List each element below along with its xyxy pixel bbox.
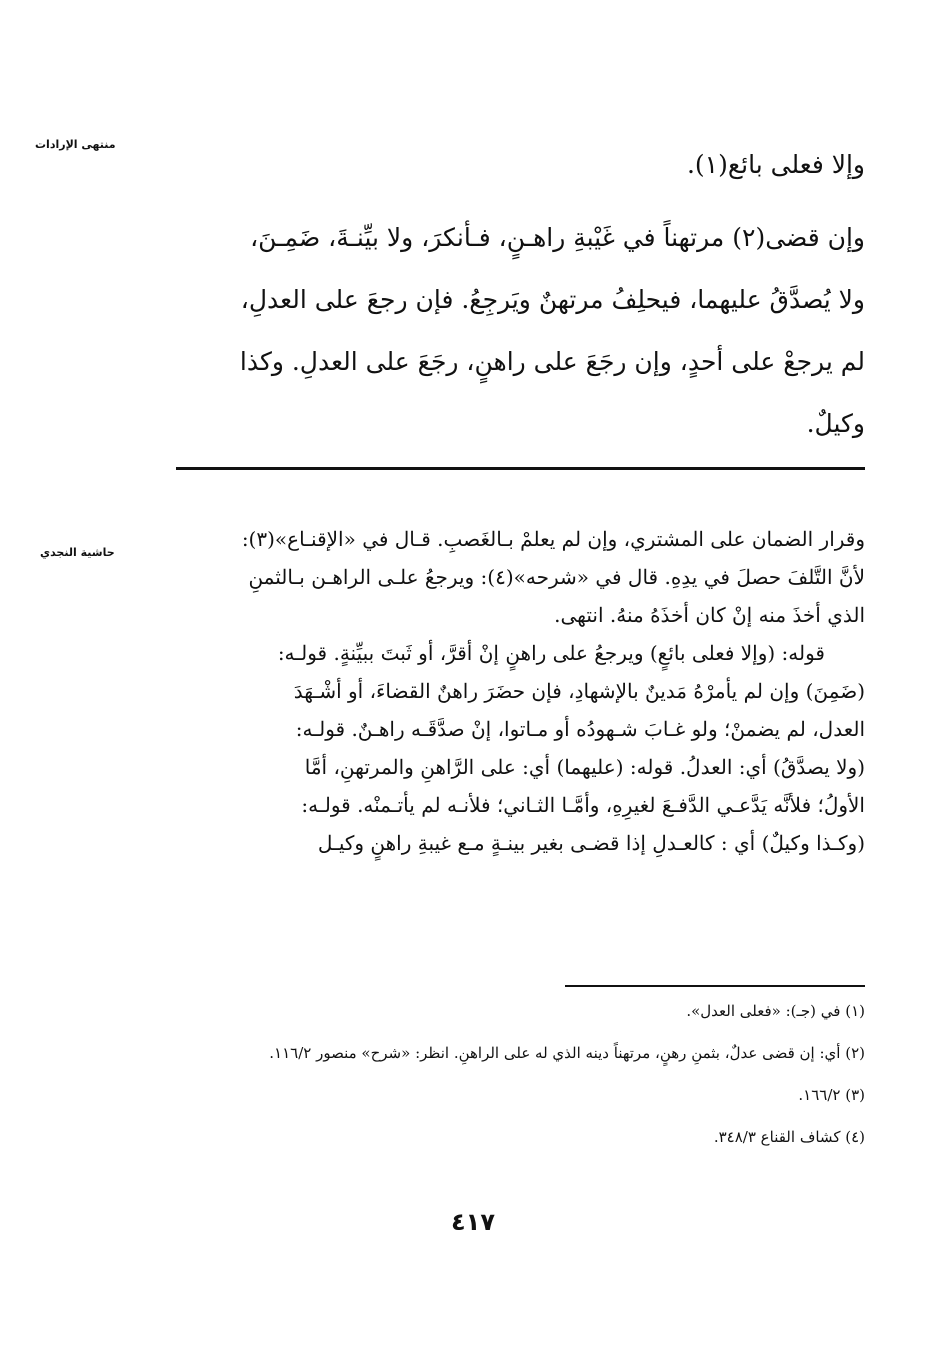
commentary-line: العدل، لم يضمنْ؛ ولو غـابَ شـهودُه أو مـاتوا، إنْ صدَّقَـه راهـنٌ. قولـه:: [295, 717, 865, 741]
footnote: (١) في (جـ): «فعلى العدل».: [686, 1002, 865, 1020]
footnote: (٤) كشاف القناع ٣٤٨/٣.: [713, 1128, 865, 1146]
commentary-line: (وكـذا وكيلٌ) أي : كالعـدلِ إذا قضـى بغير بينـةٍ مـع غيبةِ راهنٍ وكيـل: [317, 831, 865, 855]
side-label-commentary-title: حاشية النجدي: [40, 546, 115, 559]
main-text-line: وكيلٌ.: [806, 409, 865, 438]
commentary-line: الذي أخذَ منه إنْ كان أخذَهُ منهُ. انتهى.: [554, 603, 865, 627]
commentary-block: [165, 520, 865, 862]
commentary-line: (ولا يصدَّقُ) أي: العدلُ. قوله: (عليهما) أي: على الرَّاهنِ والمرتهنِ، أمَّا: [304, 755, 865, 779]
footnote: (٢) أي: إن قضى عدلٌ، بثمنِ رهنٍ، مرتهناً دينه الذي له على الراهنِ. انظر: «شرح» منصور ١١٦/٢.: [269, 1044, 865, 1062]
main-text-line: ولا يُصدَّقُ عليهما، فيحلِفُ مرتهنٌ ويَرجِعُ. فإن رجعَ على العدلِ،: [240, 285, 865, 314]
main-text-block: [165, 145, 865, 455]
commentary-line: (ضَمِنَ) وإن لم يأمرْهُ مَدينٌ بالإشهادِ، فإن حضَرَ راهنٌ القضاءَ، أو أشْـهَدَ: [293, 679, 865, 703]
commentary-line: الأولُ؛ فلأنَّه يَدَّعـي الدَّفـعَ لغيرِهِ، وأمَّـا الثـاني؛ فلأنـه لم يأتـمنْه. قولـه:: [301, 793, 865, 817]
commentary-line: وقرار الضمان على المشتري، وإن لم يعلمْ بـالغَصبِ. قـال في «الإقنـاع»(٣):: [241, 527, 865, 551]
main-text-first-line: وإلا فعلى بائع(١).: [686, 150, 865, 179]
footnote-divider: [565, 985, 865, 987]
footnotes-block: [170, 1000, 865, 1168]
main-text-line: لم يرجعْ على أحدٍ، وإن رجَعَ على راهنٍ، رجَعَ على العدلِ. وكذا: [239, 347, 865, 376]
side-label-book-title: منتهى الإرادات: [35, 138, 116, 151]
commentary-line: قوله: (وإلا فعلى بائعٍ) ويرجعُ على راهنٍ إنْ أقرَّ، أو ثَبتَ ببيِّنةٍ. قولـه:: [277, 641, 825, 665]
section-divider: [176, 467, 865, 470]
main-text-line: وإن قضى(٢) مرتهناً في غَيْبةِ راهـنٍ، فـأنكرَ، ولا بيِّنـةَ، ضَمِـنَ،: [250, 223, 865, 252]
page-number: ٤١٧: [451, 1208, 495, 1236]
commentary-line: لأنَّ التَّلفَ حصلَ في يدِهِ. قال في «شرحه»(٤): ويرجعُ علـى الراهـن بـالثمنِ: [248, 565, 865, 589]
footnote: (٣) ١٦٦/٢.: [798, 1086, 865, 1104]
